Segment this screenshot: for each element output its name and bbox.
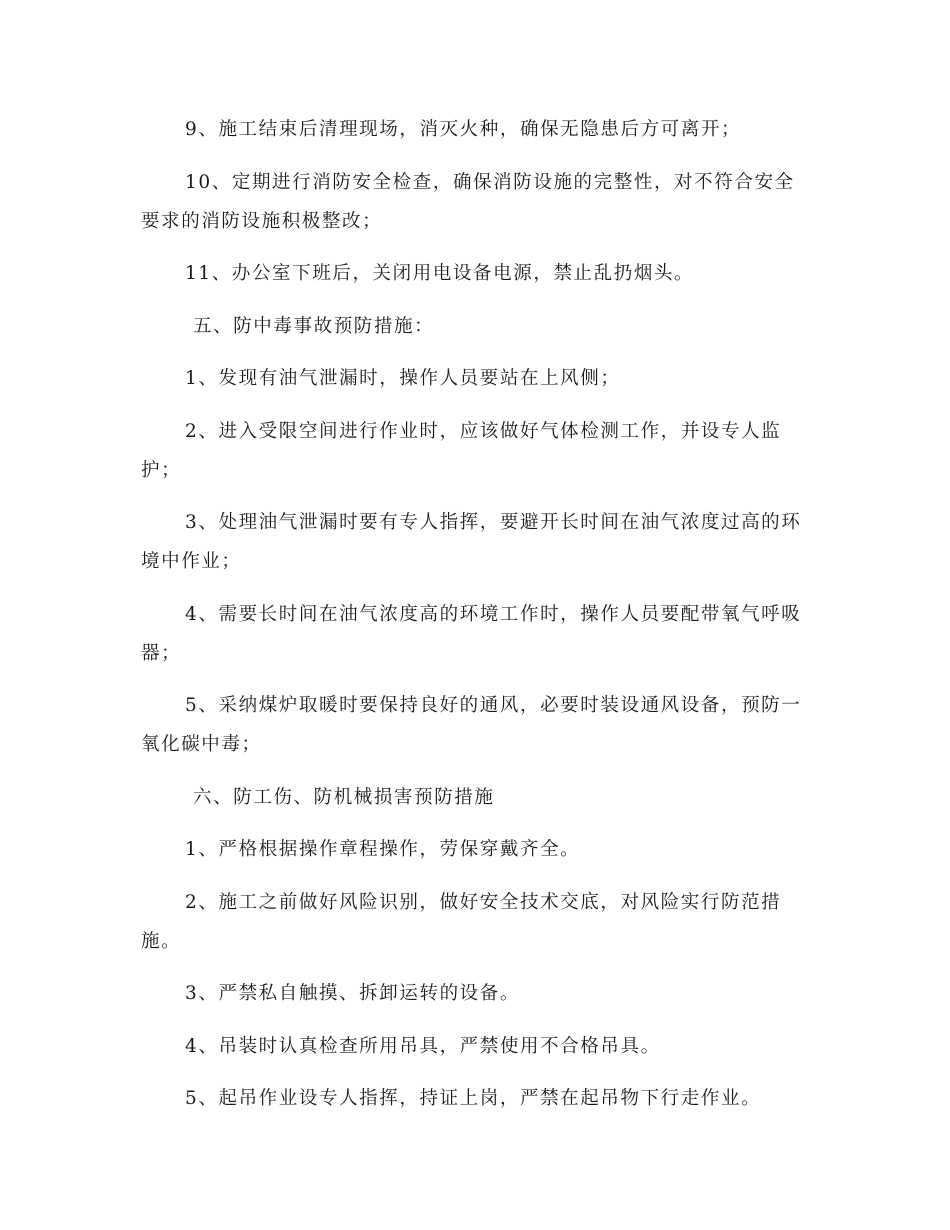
paragraph-poison-item-5: 5、采纳煤炉取暖时要保持良好的通风，必要时装设通风设备，预防一氧化碳中毒； [141, 695, 802, 755]
paragraph-injury-item-1: 1、严格根据操作章程操作，劳保穿戴齐全。 [185, 839, 581, 860]
paragraph-poison-item-2: 2、进入受限空间进行作业时，应该做好气体检测工作，并设专人监护； [141, 420, 782, 481]
paragraph-poison-item-1: 1、发现有油气泄漏时，操作人员要站在上风侧； [185, 368, 621, 389]
section-heading-poisoning: 五、防中毒事故预防措施： [193, 315, 435, 337]
section-heading-injury: 六、防工伤、防机械损害预防措施 [193, 786, 495, 808]
paragraph-injury-item-2: 2、施工之前做好风险识别，做好安全技术交底，对风险实行防范措施。 [141, 891, 782, 952]
paragraph-injury-item-5: 5、起吊作业设专人指挥，持证上岗，严禁在起吊物下行走作业。 [185, 1088, 762, 1109]
paragraph-fire-item-10: 10、定期进行消防安全检查，确保消防设施的完整性，对不符合安全要求的消防设施积极整改； [141, 171, 795, 232]
paragraph-poison-item-4: 4、需要长时间在油气浓度高的环境工作时，操作人员要配带氧气呼吸器； [141, 603, 802, 664]
paragraph-injury-item-4: 4、吊装时认真检查所用吊具，严禁使用不合格吊具。 [185, 1035, 661, 1057]
paragraph-fire-item-9: 9、施工结束后清理现场，消灭火种，确保无隐患后方可离开； [185, 119, 742, 140]
paragraph-fire-item-11: 11、办公室下班后，关闭用电设备电源，禁止乱扔烟头。 [185, 263, 695, 284]
document-body [141, 110, 806, 1132]
paragraph-injury-item-3: 3、严禁私自触摸、拆卸运转的设备。 [185, 983, 520, 1004]
paragraph-poison-item-3: 3、处理油气泄漏时要有专人指挥，要避开长时间在油气浓度过高的环境中作业； [141, 512, 802, 572]
